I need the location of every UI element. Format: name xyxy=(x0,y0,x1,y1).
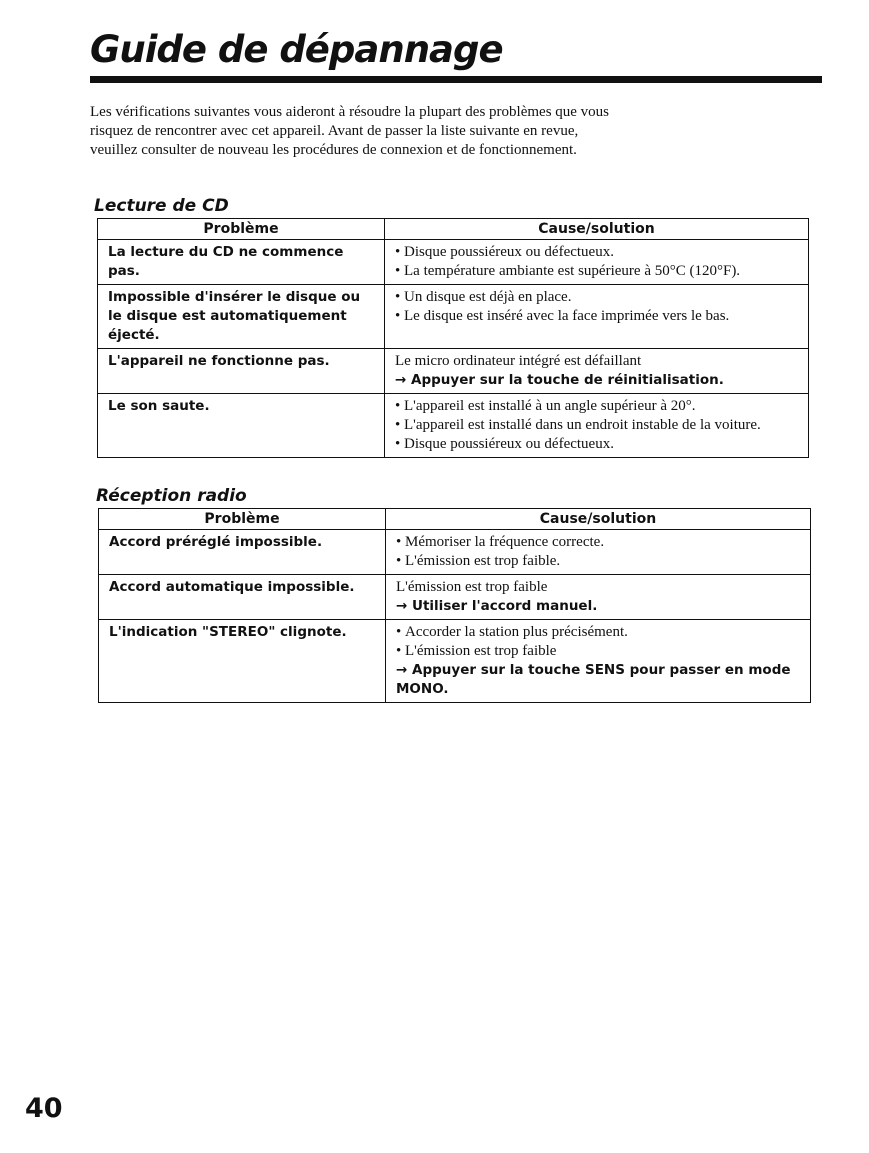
table-row xyxy=(98,285,809,349)
problem-cell: Accord automatique impossible. xyxy=(99,575,386,620)
header-solution: Cause/solution xyxy=(386,509,811,530)
solution-action: → Appuyer sur la touche SENS pour passer en mode MONO. xyxy=(396,661,800,699)
solution-cell xyxy=(386,620,811,703)
header-problem: Problème xyxy=(98,219,385,240)
table-row xyxy=(98,394,809,458)
table-row xyxy=(99,530,811,575)
solution-line: • Accorder la station plus précisément. xyxy=(396,623,800,642)
solution-cell xyxy=(385,349,809,394)
table-header-row xyxy=(98,219,809,240)
solution-cell xyxy=(385,285,809,349)
radio-troubleshooting-table xyxy=(98,508,811,703)
section-title-radio: Réception radio xyxy=(96,486,247,506)
cd-troubleshooting-table xyxy=(97,218,809,458)
table-row xyxy=(99,575,811,620)
solution-line: L'émission est trop faible xyxy=(396,579,548,595)
problem-cell: Le son saute. xyxy=(98,394,385,458)
solution-cell xyxy=(386,575,811,620)
solution-line: • Le disque est inséré avec la face imprimée vers le bas. xyxy=(395,307,798,326)
table-row xyxy=(98,240,809,285)
solution-line: • L'émission est trop faible xyxy=(396,642,800,661)
problem-cell: L'appareil ne fonctionne pas. xyxy=(98,349,385,394)
solution-line: • L'émission est trop faible. xyxy=(396,552,800,571)
solution-line: • L'appareil est installé dans un endroit instable de la voiture. xyxy=(395,416,798,435)
solution-cell xyxy=(385,394,809,458)
header-problem: Problème xyxy=(99,509,386,530)
page-number: 40 xyxy=(25,1093,63,1124)
solution-line: • La température ambiante est supérieure à 50°C (120°F). xyxy=(395,262,798,281)
solution-line: • Disque poussiéreux ou défectueux. xyxy=(395,243,798,262)
problem-cell: L'indication "STEREO" clignote. xyxy=(99,620,386,703)
solution-cell xyxy=(385,240,809,285)
table-row xyxy=(99,620,811,703)
solution-line: Le micro ordinateur intégré est défaillant xyxy=(395,353,642,369)
solution-line: • Mémoriser la fréquence correcte. xyxy=(396,533,800,552)
solution-action: → Appuyer sur la touche de réinitialisation. xyxy=(395,371,798,390)
table-row xyxy=(98,349,809,394)
problem-cell: Impossible d'insérer le disque ou le disque est automatiquement éjecté. xyxy=(98,285,385,349)
solution-action: → Utiliser l'accord manuel. xyxy=(396,597,800,616)
section-title-cd: Lecture de CD xyxy=(94,196,229,216)
problem-cell: La lecture du CD ne commence pas. xyxy=(98,240,385,285)
solution-line: • L'appareil est installé à un angle supérieur à 20°. xyxy=(395,397,798,416)
solution-line: • Disque poussiéreux ou défectueux. xyxy=(395,435,798,454)
solution-line: • Un disque est déjà en place. xyxy=(395,288,798,307)
header-solution: Cause/solution xyxy=(385,219,809,240)
solution-cell xyxy=(386,530,811,575)
page-title: Guide de dépannage xyxy=(90,28,503,71)
problem-cell: Accord préréglé impossible. xyxy=(99,530,386,575)
title-rule xyxy=(90,76,822,83)
table-header-row xyxy=(99,509,811,530)
intro-paragraph: Les vérifications suivantes vous aideront à résoudre la plupart des problèmes que vous risquez de rencontrer avec cet appareil. Avant de passer la liste suivante en revue, veuillez consulter de nouveau les procédures de connexion et de fonctionnement. xyxy=(90,104,610,158)
